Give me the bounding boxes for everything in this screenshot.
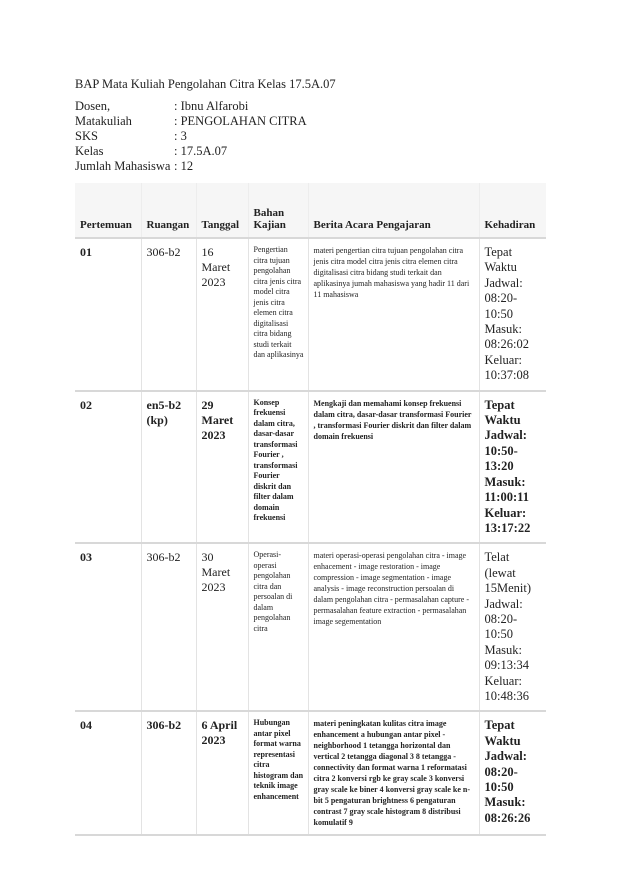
- cell-ruangan: en5-b2 (kp): [141, 391, 196, 544]
- info-label: Dosen,: [75, 99, 111, 113]
- table-header-row: [75, 183, 546, 238]
- header-pertemuan: Pertemuan: [75, 183, 141, 238]
- cell-ruangan: 306-b2: [141, 711, 196, 835]
- cell-bahan-kajian: Operasi-operasi pengolahan citra dan persoalan di dalam pengolahan citra: [248, 543, 308, 711]
- cell-bahan-kajian: Hubungan antar pixel format warna representasi citra histogram dan teknik image enhancement: [248, 711, 308, 835]
- cell-tanggal: 16 Maret 2023: [196, 238, 248, 391]
- cell-berita-acara: materi operasi-operasi pengolahan citra - image enhacement - image restoration - image compression - image segmentation - image analysis - image reconstruction persoalan di dalam pengolahan citra - permasalahan capture - permasalahan feature extraction - permasalahan image segementation: [308, 543, 479, 711]
- info-row-matakuliah: [75, 114, 307, 129]
- cell-berita-acara: Mengkaji dan memahami konsep frekuensi dalam citra, dasar-dasar transformasi Fourier , transformasi Fourier diskrit dan filter dalam domain frekuensi: [308, 391, 479, 544]
- cell-berita-acara: materi peningkatan kulitas citra image enhancement a hubungan antar pixel - neighborhood 1 tetangga horizontal dan vertical 2 tetangga diagonal 3 8 tetangga - connectivity dan format warna 1 reformatasi citra 2 konversi rgb ke gray scale 3 konversi gray scale ke biner 4 konversi gray scale ke n-bit 5 pengaturan brightness 6 pengaturan contrast 7 gray scale histogram 8 distribusi komulatif 9: [308, 711, 479, 835]
- info-row-sks: [75, 129, 307, 144]
- info-value: : 12: [174, 159, 194, 173]
- cell-bahan-kajian: Konsep frekuensi dalam citra, dasar-dasar transformasi Fourier , transformasi Fourier diskrit dan filter dalam domain frekuensi: [248, 391, 308, 544]
- cell-pertemuan: 03: [75, 543, 141, 711]
- header-bahan-kajian: Bahan Kajian: [248, 183, 308, 238]
- info-value: : 17.5A.07: [174, 144, 228, 158]
- cell-berita-acara: materi pengertian citra tujuan pengolahan citra jenis citra model citra jenis citra elemen citra digitalisasi citra bidang studi terkait dan aplikasinya jumah mahasiswa yang hadir 11 dari 11 mahasiswa: [308, 238, 479, 391]
- cell-kehadiran: Tepat Waktu Jadwal: 10:50-13:20 Masuk: 11:00:11 Keluar: 13:17:22: [479, 391, 546, 544]
- cell-kehadiran: Telat (lewat 15Menit) Jadwal: 08:20-10:50 Masuk: 09:13:34 Keluar: 10:48:36: [479, 543, 546, 711]
- table-row: [75, 543, 546, 711]
- info-label: Kelas: [75, 144, 104, 158]
- info-row-jumlah-mahasiswa: [75, 159, 307, 174]
- cell-pertemuan: 01: [75, 238, 141, 391]
- cell-ruangan: 306-b2: [141, 543, 196, 711]
- info-value: : 3: [174, 129, 187, 143]
- course-info: [75, 99, 307, 174]
- cell-tanggal: 6 April 2023: [196, 711, 248, 835]
- info-value: : Ibnu Alfarobi: [174, 99, 249, 113]
- cell-pertemuan: 04: [75, 711, 141, 835]
- info-label: Matakuliah: [75, 114, 132, 128]
- info-label: Jumlah Mahasiswa: [75, 159, 171, 173]
- cell-ruangan: 306-b2: [141, 238, 196, 391]
- header-ruangan: Ruangan: [141, 183, 196, 238]
- cell-tanggal: 29 Maret 2023: [196, 391, 248, 544]
- document-title: BAP Mata Kuliah Pengolahan Citra Kelas 17.5A.07: [75, 77, 336, 91]
- bap-table: [75, 183, 546, 836]
- header-tanggal: Tanggal: [196, 183, 248, 238]
- table-row: [75, 391, 546, 544]
- cell-bahan-kajian: Pengertian citra tujuan pengolahan citra jenis citra model citra jenis citra elemen citra digitalisasi citra bidang studi terkait dan aplikasinya: [248, 238, 308, 391]
- cell-kehadiran: Tepat Waktu Jadwal: 08:20-10:50 Masuk: 08:26:02 Keluar: 10:37:08: [479, 238, 546, 391]
- info-row-kelas: [75, 144, 307, 159]
- table-row: [75, 238, 546, 391]
- cell-pertemuan: 02: [75, 391, 141, 544]
- table-row: [75, 711, 546, 835]
- info-value: : PENGOLAHAN CITRA: [174, 114, 307, 128]
- cell-tanggal: 30 Maret 2023: [196, 543, 248, 711]
- header-kehadiran: Kehadiran: [479, 183, 546, 238]
- header-berita-acara: Berita Acara Pengajaran: [308, 183, 479, 238]
- info-row-dosen: [75, 99, 307, 114]
- cell-kehadiran: Tepat Waktu Jadwal: 08:20-10:50 Masuk: 08:26:26: [479, 711, 546, 835]
- info-label: SKS: [75, 129, 98, 143]
